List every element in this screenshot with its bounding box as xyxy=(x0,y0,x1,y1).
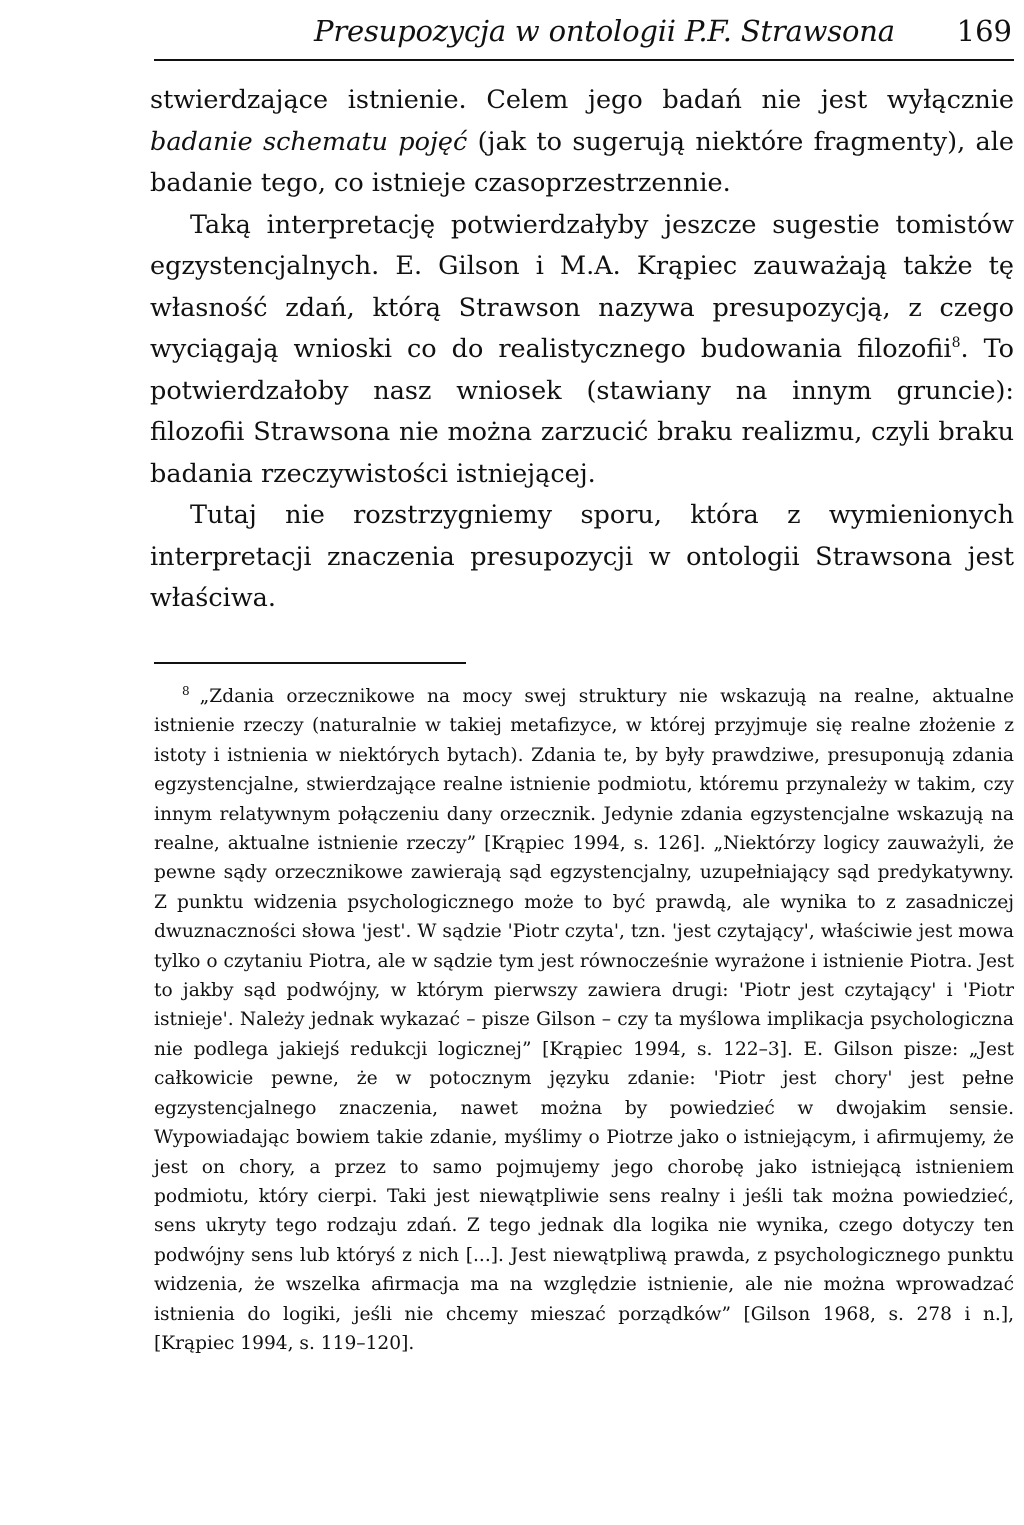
footnotes xyxy=(154,682,1014,1358)
paragraph-1 xyxy=(150,80,1014,205)
main-text xyxy=(150,80,1014,620)
paragraph-1-emphasis: badanie schematu pojęć xyxy=(150,126,468,157)
header-rule xyxy=(154,59,1014,61)
paragraph-2 xyxy=(150,205,1014,496)
running-head xyxy=(148,8,1016,48)
footnote-8 xyxy=(154,682,1014,1358)
page-number: 169 xyxy=(956,14,1012,48)
paragraph-1-end: (jak to sugerują niektóre fragmenty), ale badanie tego, co istnieje czasoprzestrzennie. xyxy=(150,126,1014,198)
footnote-marker: 8 xyxy=(182,684,190,698)
running-title: Presupozycja w ontologii P.F. Strawsona xyxy=(314,14,895,48)
paragraph-2-start: Taką interpretację potwierdzałyby jeszcze sugestie tomistów egzystencjalnych. E. Gilson i M.A. Krąpiec zauważają także tę własność zdań, którą Strawson nazywa presupozycją, z czego wyciągają wnioski co do realistycznego budowania filozofii xyxy=(150,209,1014,364)
paragraph-2-end: . To potwierdzałoby nasz wniosek (stawiany na innym gruncie): filozofii Strawsona nie można zarzucić braku realizmu, czyli braku badania rzeczywistości istniejącej. xyxy=(150,334,1014,489)
paragraph-1-start: stwierdzające istnienie. Celem jego badań nie jest wyłącznie xyxy=(150,85,1014,115)
footnote-reference[interactable]: 8 xyxy=(951,335,961,351)
footnote-separator xyxy=(154,662,466,664)
footnote-text: „Zdania orzecznikowe na mocy swej struktury nie wskazują na realne, aktualne istnienie rzeczy (naturalnie w takiej metafizyce, w której przyjmuje się realne złożenie z istoty i istnienia w niektórych bytach). Zdania te, by były prawdziwe, presuponują zdania egzystencjalne, stwierdzające realne istnienie podmiotu, któremu przynależy w takim, czy innym relatywnym połączeniu dany orzecznik. Jedynie zdania egzystencjalne wskazują na realne, aktualne istnienie rzeczy” [Krąpiec 1994, s. 126]. „Niektórzy logicy zauważyli, że pewne sądy orzecznikowe zawierają sąd egzystencjalny, uzupełniający sąd predykatywny. Z punktu widzenia psychologicznego może to być prawdą, ale wynika to z zasadniczej dwuznaczności słowa 'jest'. W sądzie 'Piotr czyta', tzn. 'jest czytający', właściwie jest mowa tylko o czytaniu Piotra, ale w sądzie tym jest równocześnie wyrażone i istnienie Piotra. Jest to jakby sąd podwójny, w którym pierwszy zawiera drugi: 'Piotr jest czytający' i 'Piotr istnieje'. Należy jednak wykazać – pisze Gilson – czy ta myślowa implikacja psychologiczna nie podlega jakiejś redukcji logicznej” [Krąpiec 1994, s. 122–3]. E. Gilson pisze: „Jest całkowicie pewne, że w potocznym języku zdanie: 'Piotr jest chory' jest pełne egzystencjalnego znaczenia, nawet można by powiedzieć w dwojakim sensie. Wypowiadając bowiem takie zdanie, myślimy o Piotrze jako o istniejącym, i afirmujemy, że jest on chory, a przez to samo pojmujemy jego chorobę jako istniejącą istnieniem podmiotu, który cierpi. Taki jest niewątpliwie sens realny i jeśli tak można powiedzieć, sens ukryty tego rodzaju zdań. Z tego jednak dla logika nie wynika, czego dotyczy ten podwójny sens lub któryś z nich [...]. Jest niewątpliwą prawda, z psychologicznego punktu widzenia, że wszelka afirmacja ma na względzie istnienie, ale nie można wprowadzać istnienia do logiki, jeśli nie chcemy mieszać porządków” [Gilson 1968, s. 278 i n.], [Krąpiec 1994, s. 119–120]. xyxy=(154,686,1014,1354)
paragraph-3: Tutaj nie rozstrzygniemy sporu, która z wymienionych interpretacji znaczenia presupozycji w ontologii Strawsona jest właściwa. xyxy=(150,500,1014,613)
book-page xyxy=(148,0,1016,1525)
